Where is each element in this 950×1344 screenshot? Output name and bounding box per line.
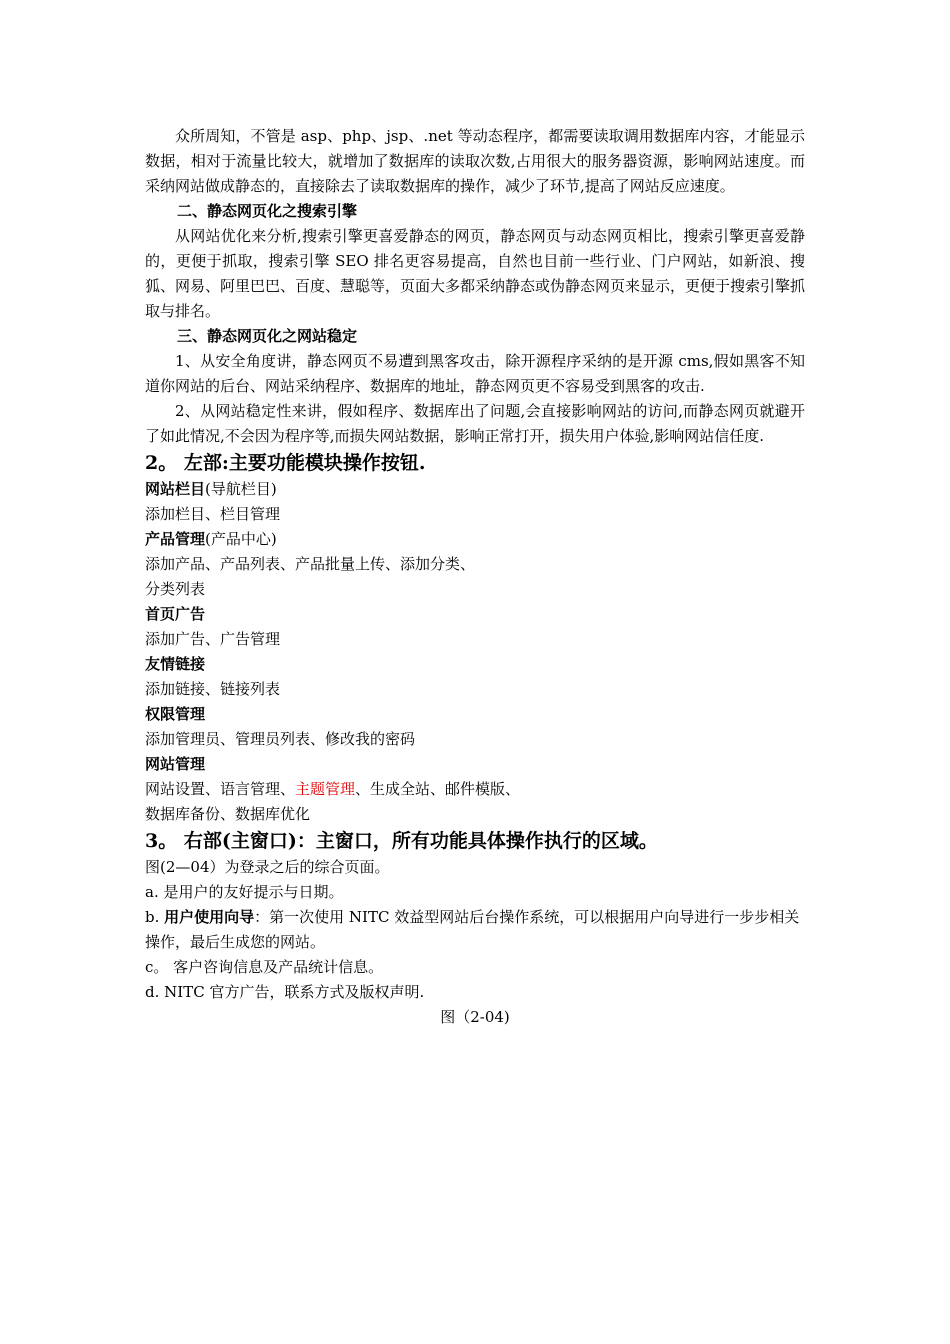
list-item-d: d. NITC 官方广告，联系方式及版权声明. — [145, 983, 425, 1001]
stability-paragraph-2: 2、从网站稳定性来讲，假如程序、数据库出了问题,会直接影响网站的访问,而静态网页就避开了如此情况,不会因为程序等,而损失网站数据，影响正常打开，损失用户体验,影响网站信任度. — [145, 402, 805, 445]
left-panel-heading: 2。 左部:主要功能模块操作按钮. — [145, 452, 426, 474]
module-items-products: 添加产品、产品列表、产品批量上传、添加分类、 — [145, 555, 476, 573]
module-items-site-columns: 添加栏目、栏目管理 — [145, 505, 281, 523]
right-panel-intro: 图(2—04）为登录之后的综合页面。 — [145, 858, 390, 876]
module-title-products: 产品管理(产品中心) — [145, 530, 277, 548]
module-items-site-management: 网站设置、语言管理、主题管理、生成全站、邮件模版、 — [145, 780, 521, 798]
right-panel-heading: 3。 右部(主窗口)：主窗口，所有功能具体操作执行的区域。 — [145, 830, 658, 852]
module-items-site-management-cont: 数据库备份、数据库优化 — [145, 805, 311, 823]
list-item-a: a. 是用户的友好提示与日期。 — [145, 883, 344, 901]
list-item-c: c。 客户咨询信息及产品统计信息。 — [145, 958, 384, 976]
theme-management-highlight: 主题管理 — [295, 780, 356, 798]
module-title-home-ads: 首页广告 — [145, 605, 206, 623]
stability-section-heading: 三、静态网页化之网站稳定 — [177, 327, 358, 345]
document-page — [145, 124, 805, 1030]
module-items-products-cont: 分类列表 — [145, 580, 206, 598]
module-items-permissions: 添加管理员、管理员列表、修改我的密码 — [145, 730, 416, 748]
list-item-b: b. 用户使用向导：第一次使用 NITC 效益型网站后台操作系统，可以根据用户向导进行一步步相关操作，最后生成您的网站。 — [145, 908, 800, 951]
module-title-site-columns: 网站栏目(导航栏目) — [145, 480, 277, 498]
seo-section-paragraph: 从网站优化来分析,搜索引擎更喜爱静态的网页，静态网页与动态网页相比，搜索引擎更喜爱静的，更便于抓取，搜索引擎 SEO 排名更容易提高，自然也目前一些行业、门户网站，如新浪、搜狐、网易、阿里巴巴、百度、慧聪等，页面大多都采纳静态或伪静态网页来显示，更便于搜索引擎抓取与排名。 — [145, 227, 806, 320]
module-items-home-ads: 添加广告、广告管理 — [145, 630, 281, 648]
seo-section-heading: 二、静态网页化之搜索引擎 — [177, 202, 358, 220]
module-title-site-management: 网站管理 — [145, 755, 206, 773]
stability-paragraph-1: 1、从安全角度讲，静态网页不易遭到黑客攻击，除开源程序采纳的是开源 cms,假如黑客不知道你网站的后台、网站采纳程序、数据库的地址，静态网页更不容易受到黑客的攻击. — [145, 352, 805, 395]
module-title-permissions: 权限管理 — [145, 705, 206, 723]
intro-paragraph: 众所周知，不管是 asp、php、jsp、.net 等动态程序，都需要读取调用数据库内容，才能显示数据，相对于流量比较大，就增加了数据库的读取次数,占用很大的服务器资源，影响网站速度。而采纳网站做成静态的，直接除去了读取数据库的操作，减少了环节,提高了网站反应速度。 — [145, 127, 805, 195]
module-title-friend-links: 友情链接 — [145, 655, 206, 673]
figure-caption: 图（2-04) — [440, 1008, 510, 1026]
module-items-friend-links: 添加链接、链接列表 — [145, 680, 281, 698]
